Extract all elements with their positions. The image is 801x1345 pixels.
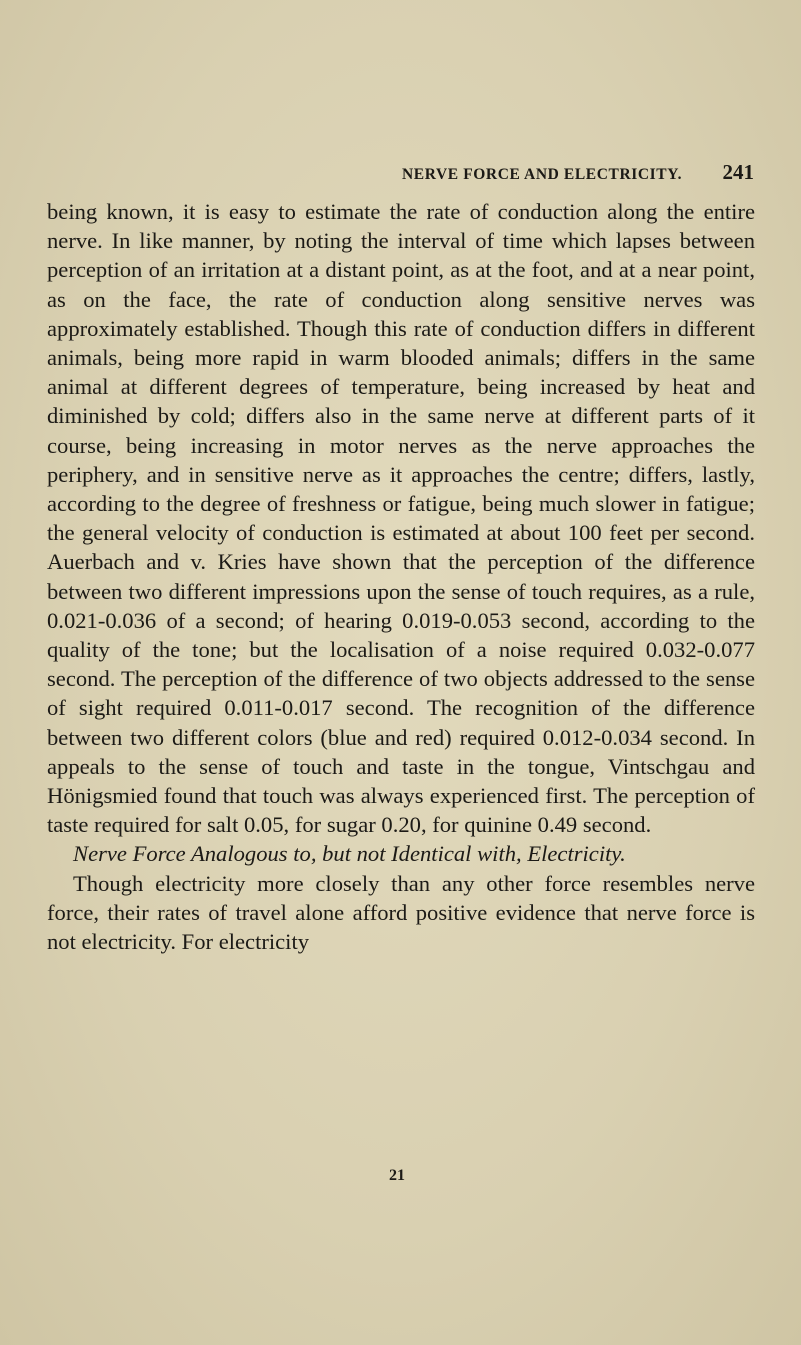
- running-title: NERVE FORCE AND ELECTRICITY.: [402, 166, 683, 183]
- body-text: [47, 197, 755, 956]
- page-number: 241: [722, 160, 754, 184]
- page-header: [402, 160, 754, 188]
- paragraph: Though electricity more closely than any other force resembles nerve force, their rates of travel alone afford positive evidence that nerve force is not electricity. For electricity: [47, 870, 755, 955]
- section-heading: Nerve Force Analogous to, but not Identical with, Electricity.: [73, 841, 626, 867]
- signature-mark: 21: [389, 1167, 405, 1184]
- paragraph: being known, it is easy to estimate the rate of conduction along the entire nerve. In like manner, by noting the interval of time which lapses between perception of an irritation at a distant point, as at the foot, and at a near point, as on the face, the rate of conduction along sensitive nerves was approximately established. Though this rate of conduction differs in different animals, being more rapid in warm blooded animals; differs in the same animal at different degrees of temperature, being increased by heat and diminished by cold; differs also in the same nerve at different parts of it course, being increasing in motor nerves as the nerve approaches the periphery, and in sensitive nerve as it approaches the centre; differs, lastly, according to the degree of freshness or fatigue, being much slower in fatigue; the general velocity of conduction is estimated at about 100 feet per second. Auerbach and v. Kries have shown that the perception of the difference between two different impressions upon the sense of touch requires, as a rule, 0.021-0.036 of a second; of hearing 0.019-0.053 second, according to the quality of the tone; but the localisation of a noise required 0.032-0.077 second. The perception of the difference of two objects addressed to the sense of sight required 0.011-0.017 second. The recognition of the difference between two different colors (blue and red) required 0.012-0.034 second. In appeals to the sense of touch and taste in the tongue, Vintschgau and Hönigsmied found that touch was always experienced first. The perception of taste required for salt 0.05, for sugar 0.20, for quinine 0.49 second.: [47, 199, 755, 838]
